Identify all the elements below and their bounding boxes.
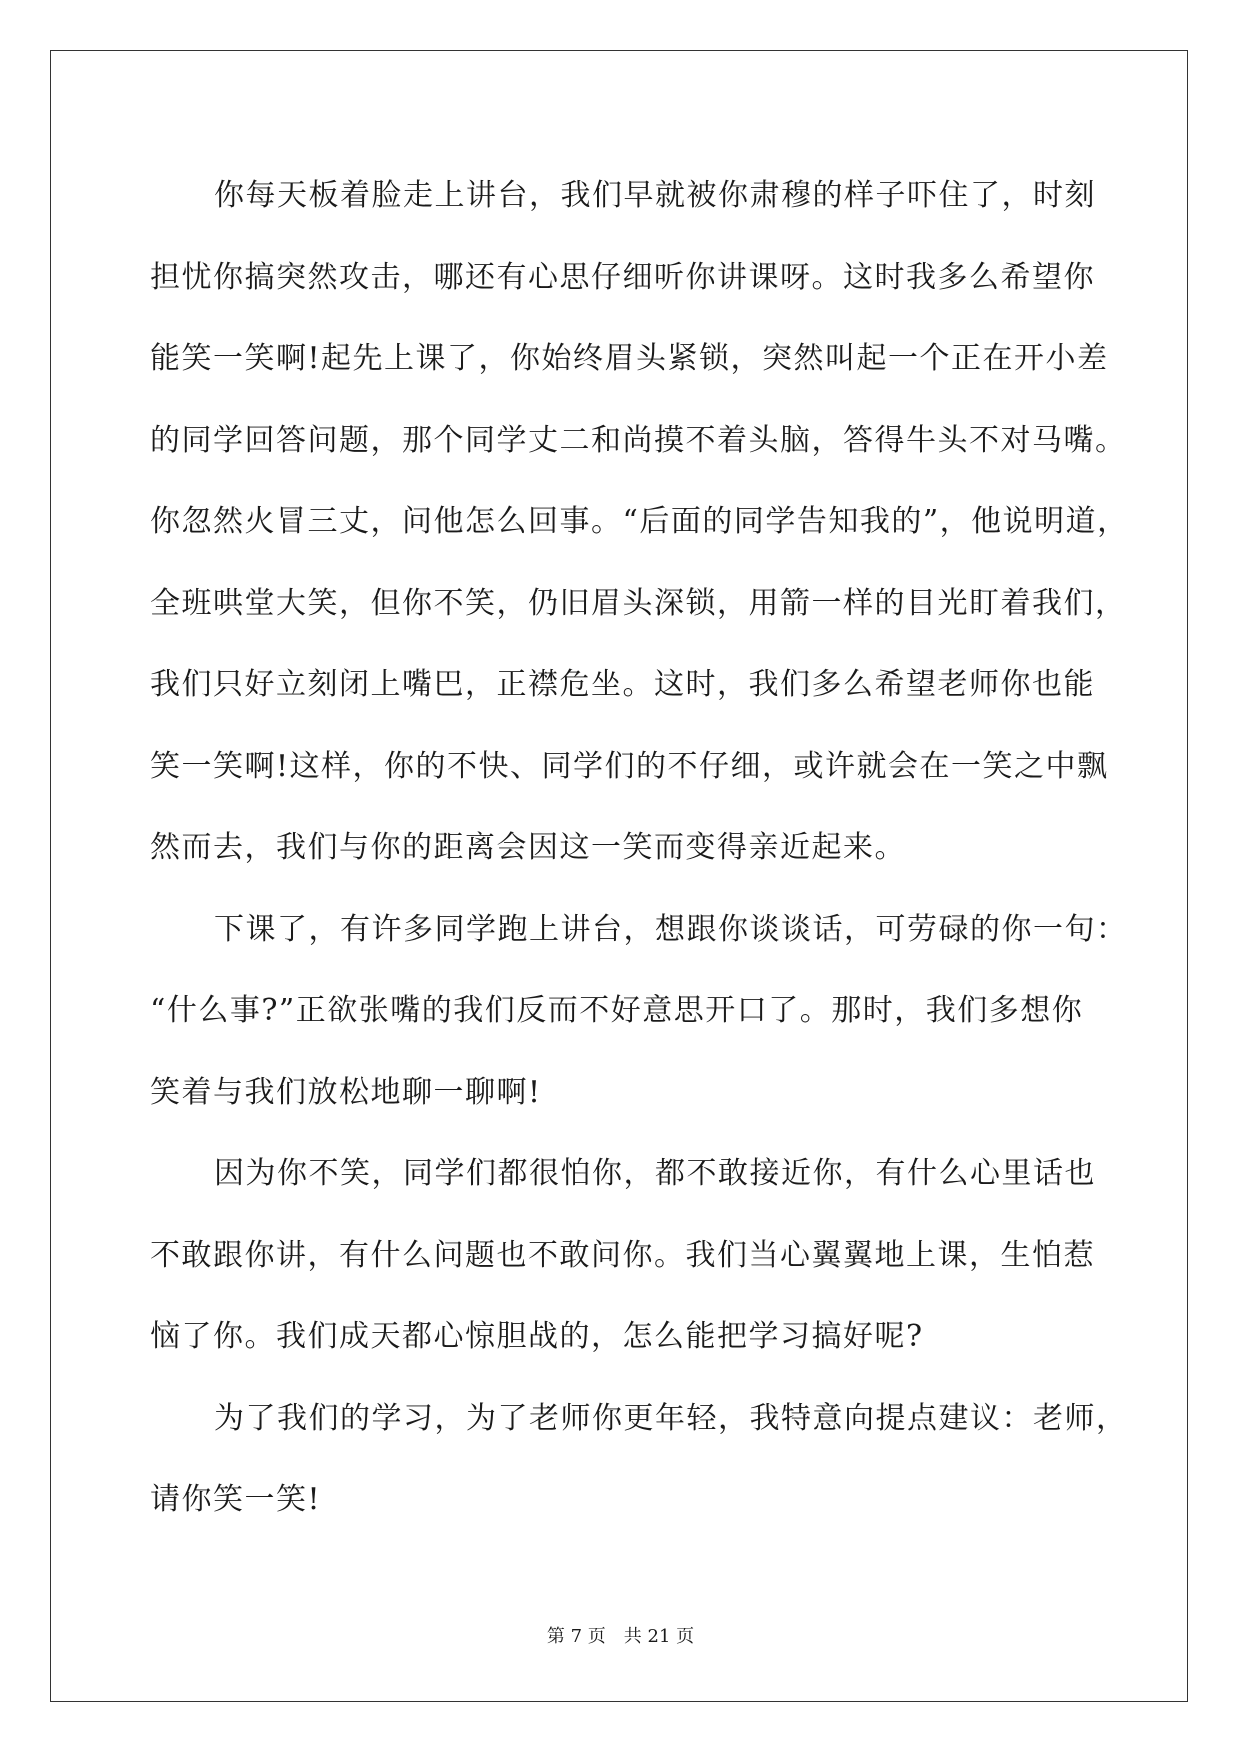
text-line: 笑着与我们放松地聊一聊啊!: [150, 1074, 542, 1110]
text-line: “什么事?”正欲张嘴的我们反而不好意思开口了。那时，我们多想你: [150, 993, 1084, 1028]
text-line: 笑一笑啊!这样，你的不快、同学们的不仔细，或许就会在一笑之中飘: [150, 748, 1109, 784]
text-line: 然而去，我们与你的距离会因这一笑而变得亲近起来。: [150, 830, 906, 865]
text-line: 你忽然火冒三丈，问他怎么回事。“后面的同学告知我的”，他说明道，: [150, 504, 1129, 539]
text-line: 你每天板着脸走上讲台，我们早就被你肃穆的样子吓住了，时刻: [214, 178, 1096, 213]
text-line: 为了我们的学习，为了老师你更年轻，我特意向提点建议：老师，: [214, 1400, 1128, 1436]
text-line: 因为你不笑，同学们都很怕你，都不敢接近你，有什么心里话也: [214, 1156, 1096, 1191]
text-line: 全班哄堂大笑，但你不笑，仍旧眉头深锁，用箭一样的目光盯着我们，: [150, 585, 1127, 621]
text-line: 恼了你。我们成天都心惊胆战的，怎么能把学习搞好呢?: [150, 1319, 924, 1354]
page-number: 第 7 页: [546, 1626, 606, 1647]
page-footer: [0, 1622, 1241, 1648]
total-pages: 共 21 页: [623, 1626, 695, 1647]
text-line: 不敢跟你讲，有什么问题也不敢问你。我们当心翼翼地上课，生怕惹: [150, 1237, 1095, 1273]
text-line: 我们只好立刻闭上嘴巴，正襟危坐。这时，我们多么希望老师你也能: [150, 667, 1095, 702]
text-line: 的同学回答问题，那个同学丈二和尚摸不着头脑，答得牛头不对马嘴。: [150, 422, 1127, 458]
text-line: 下课了，有许多同学跑上讲台，想跟你谈谈话，可劳碌的你一句：: [214, 911, 1128, 947]
text-line: 能笑一笑啊!起先上课了，你始终眉头紧锁，突然叫起一个正在开小差: [150, 341, 1109, 376]
text-line: 请你笑一笑!: [150, 1482, 322, 1517]
document-body: [150, 155, 1129, 1541]
text-line: 担忧你搞突然攻击，哪还有心思仔细听你讲课呀。这时我多么希望你: [150, 259, 1095, 295]
